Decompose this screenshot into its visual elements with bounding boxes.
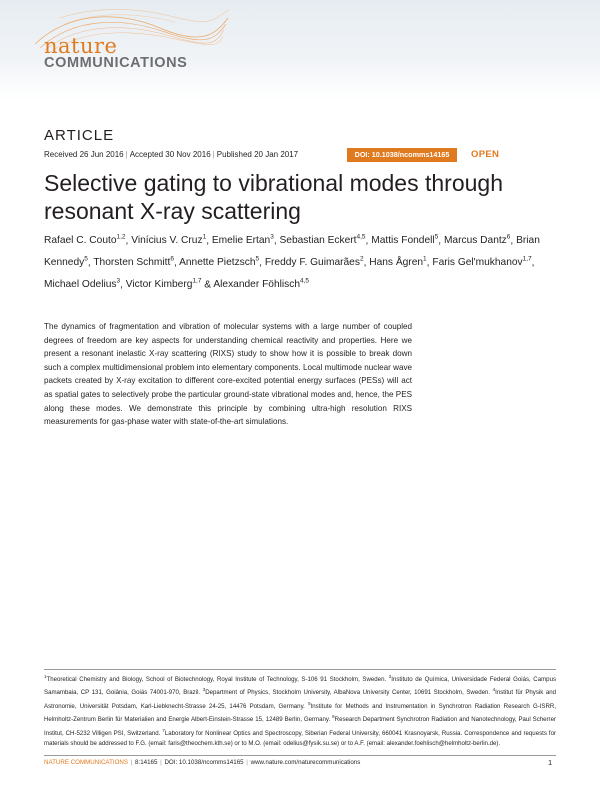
author-name: Vinícius V. Cruz	[131, 235, 203, 247]
author-affiliation-marker: 1	[423, 255, 427, 263]
author-affiliation-marker: 4,5	[356, 234, 366, 241]
author-name: Brian Kennedy	[44, 235, 540, 269]
article-dates: Received 26 Jun 2016 | Accepted 30 Nov 2016 | Published 20 Jan 2017	[44, 150, 299, 159]
affiliation-text: Laboratory for Nonlinear Optics and Spectroscopy, Siberian Federal University, 660041 Krasnoyarsk, Russia.	[164, 729, 463, 737]
affiliations-divider	[44, 669, 556, 670]
affiliation-number: 2	[388, 674, 392, 679]
affiliation-text: Institut für Physik and Astronomie, Universität Potsdam, Karl-Liebknecht-Strasse 24-25, 14476 Potsdam, Germany.	[44, 689, 556, 710]
affiliation-text: Theoretical Chemistry and Biology, School of Biotechnology, Royal Institute of Technology, S-106 91 Stockholm, Sweden.	[46, 676, 387, 684]
author-affiliation-marker: 3	[270, 234, 274, 241]
author-name: Marcus Dantz	[443, 235, 507, 247]
author-name: Mattis Fondell	[371, 235, 435, 247]
affiliation-number: 5	[308, 700, 311, 706]
footer-journal: NATURE COMMUNICATIONS	[44, 759, 128, 766]
open-access-label: OPEN	[471, 149, 500, 160]
correspondence-note: Correspondence and requests for materials should be addressed to F.G. (email: faris@theochem.kth.se) or to M.O. (email: odelius@fysik.su.se) or to A.F. (email: alexander.foehlisch@helmholtz-berlin.de).	[44, 729, 557, 748]
footer-volume: 8:14165	[135, 759, 158, 766]
author	[212, 235, 274, 246]
author	[126, 279, 202, 290]
author-list: Rafael C. Couto$^{1,2}$, Vinícius V. Cruz$^1$, Emelie Ertan$^3$, Sebastian Eckert$^{4,5}$, Mattis Fondell$^5$, Marcus Dantz$^6$, Brian Kennedy$^5$, Thorsten Schmitt$^6$, Annette Pietzsch$^5$, Freddy F. Guimarães$^2$, Hans Ågren$^1$, Faris Gel'mukhanov$^{1,7}$, Michael Odelius$^3$, Victor Kimberg$^{1,7}$ & Alexander Föhlisch$^{4,5}$	[44, 234, 540, 291]
author-name: Thorsten Schmitt	[93, 257, 171, 269]
author-affiliation-marker: 1,2	[116, 234, 126, 241]
author	[179, 257, 259, 268]
affiliation-number: 1	[44, 674, 47, 679]
author-affiliation-marker: 4,5	[300, 277, 310, 285]
author	[371, 235, 438, 246]
author	[131, 235, 206, 246]
author-name: Rafael C. Couto	[44, 235, 117, 247]
abstract: The dynamics of fragmentation and vibration of molecular systems with a large number of coupled degrees of freedom are key aspects for understanding chemical reactivity and properties. Here we present a resonant inelastic X-ray scattering (RIXS) study to show how it is possible to break down such a complex multidimensional problem into elementary components. Local multimode nuclear wave packets created by X-ray excitation to different core-excited potential energy surfaces (PESs) will act as spatial gates to selectively probe the particular ground-state vibrational modes and, hence, the PES along these modes. We demonstrate this principle by combining ultra-high resolution RIXS measurements for gas-phase water with state-of-the-art simulations.	[44, 322, 412, 427]
author	[279, 235, 365, 246]
author-name: Hans Ågren	[369, 257, 424, 269]
author-affiliation-marker: 1,7	[522, 255, 532, 263]
author	[93, 257, 174, 268]
author-affiliation-marker: 6	[506, 234, 511, 241]
affiliation-text: Instituto de Química, Universidade Federal Goiás, Campus Samambaia, CP 131, Goiânia, Goiás 74001-970, Brazil.	[44, 676, 557, 697]
author-affiliation-marker: 5	[84, 255, 88, 263]
affiliation-text: Department of Physics, Stockholm University, AlbaNova University Center, 10691 Stockholm, Sweden.	[205, 689, 491, 697]
affiliations	[44, 672, 556, 750]
received-date: Received 26 Jun 2016	[44, 150, 124, 159]
author-affiliation-marker: 5	[255, 255, 260, 263]
logo-communications-text: COMMUNICATIONS	[44, 55, 188, 71]
affiliation-text: Research Department Synchrotron Radiation and Nanotechnology, Paul Scherrer Institut, CH-5232 Villigen PSI, Switzerland.	[44, 716, 557, 737]
affiliation-text: Institute for Methods and Instrumentation in Synchrotron Radiation Research G-ISRR, Helmholtz-Zentrum Berlin für Materialien and Energie Albert-Einstein-Strasse 15, 12489 Berlin, Germany.	[44, 702, 556, 724]
affiliation-number: 3	[202, 687, 206, 693]
author	[369, 257, 426, 268]
author-name: Annette Pietzsch	[179, 257, 256, 269]
footer-doi[interactable]: DOI: 10.1038/ncomms14165	[164, 759, 244, 766]
logo-nature-text: nature	[44, 34, 118, 58]
affiliation-number: 4	[492, 687, 496, 693]
journal-logo	[44, 36, 187, 71]
author-affiliation-marker: 1,7	[192, 277, 202, 285]
article-type-label: ARTICLE	[44, 127, 115, 144]
author-name: Faris Gel'mukhanov	[432, 257, 523, 269]
author-name: Victor Kimberg	[125, 279, 193, 291]
footer-url[interactable]: www.nature.com/naturecommunications	[250, 759, 361, 766]
affiliation-number: 6	[332, 714, 335, 720]
author	[44, 235, 126, 246]
author	[444, 235, 510, 246]
author-affiliation-marker: 2	[359, 255, 364, 263]
author	[44, 279, 120, 290]
author-affiliation-marker: 1	[202, 234, 207, 241]
published-date: Published 20 Jan 2017	[216, 150, 299, 159]
footer-divider	[44, 755, 556, 756]
article-title: Selective gating to vibrational modes through resonant X-ray scattering	[44, 170, 504, 224]
author	[265, 257, 364, 268]
journal-header	[0, 0, 600, 100]
author-name: Emelie Ertan	[211, 235, 271, 247]
author-affiliation-marker: 6	[170, 255, 174, 263]
author-name: Sebastian Eckert	[279, 235, 357, 247]
author-name: Michael Odelius	[44, 279, 117, 291]
author	[432, 257, 531, 268]
author-name: Alexander Föhlisch	[213, 279, 300, 291]
author-name: Freddy F. Guimarães	[264, 257, 360, 269]
page-footer: NATURE COMMUNICATIONS | 8:14165 | DOI: 10.1038/ncomms14165 | www.nature.com/naturecommunications	[44, 759, 361, 766]
doi-badge[interactable]: DOI: 10.1038/ncomms14165	[347, 148, 457, 162]
affiliation-number: 7	[162, 727, 165, 733]
author	[213, 279, 309, 290]
author-affiliation-marker: 3	[116, 277, 121, 285]
author-affiliation-marker: 5	[434, 234, 439, 241]
page-number: 1	[548, 758, 553, 767]
accepted-date: Accepted 30 Nov 2016	[129, 150, 211, 159]
